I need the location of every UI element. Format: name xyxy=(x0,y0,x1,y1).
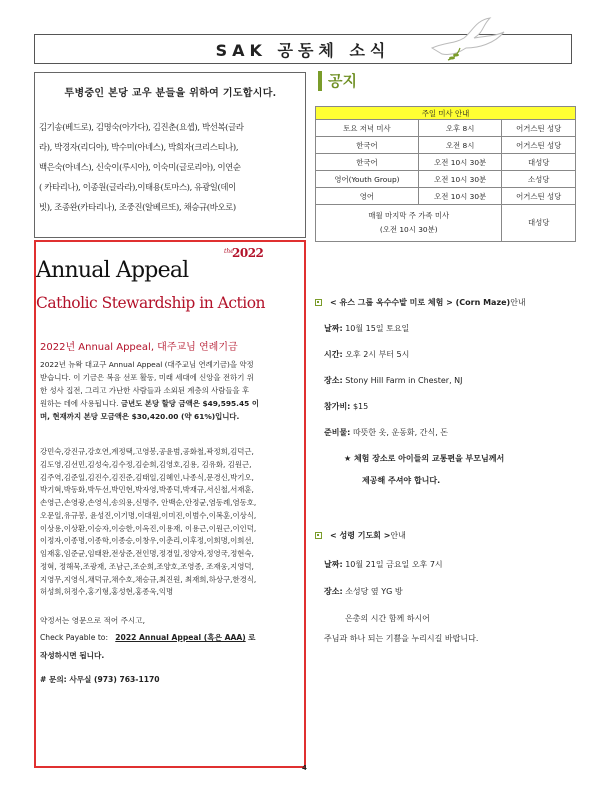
notice-accent-bar xyxy=(318,71,322,91)
appeal-goal-text: 금년도 본당 할당 금액은 $49,595.45 이 xyxy=(120,399,259,408)
table-row xyxy=(316,205,576,242)
banner-title: SAK 공동체 소식 xyxy=(215,40,391,60)
appeal-tagline: Catholic Stewardship in Action xyxy=(36,294,266,312)
check-payable-line xyxy=(40,632,255,643)
mass-name: 영어 xyxy=(316,188,419,205)
date-label: 날짜: xyxy=(324,560,343,569)
place-value: Stony Hill Farm in Chester, NJ xyxy=(345,376,463,385)
family-mass-time: (오전 10시 30분) xyxy=(379,225,438,234)
corn-maze-title: < 유스 그룹 옥수수밭 미로 체험 > (Corn Maze) xyxy=(330,298,511,307)
corn-fee xyxy=(324,401,368,412)
check-suffix: 로 xyxy=(248,633,256,642)
table-row xyxy=(316,120,576,137)
dove-icon xyxy=(424,14,508,64)
mass-time: 오전 10시 30분 xyxy=(418,188,502,205)
appeal-body-line: 한 성사 집전, 그리고 가난한 사람들과 소외된 계층의 사람들을 후 xyxy=(40,386,250,395)
prayer-names-line: ( 카타리나), 이종원(글라라),이태용(토마스), 유광일(데이 xyxy=(39,182,236,192)
transport-note-2: 제공해 주셔야 합니다. xyxy=(362,476,441,485)
items-label: 준비물: xyxy=(324,428,351,437)
table-row xyxy=(316,171,576,188)
check-payee: 2022 Annual Appeal (혹은 AAA) xyxy=(115,633,246,642)
appeal-body-line xyxy=(40,410,302,423)
table-row xyxy=(316,154,576,171)
table-caption-row xyxy=(316,107,576,120)
notice-heading xyxy=(318,70,357,91)
prayer-names-line: 라), 박경자(리디아), 박수미(아네스), 박희자(크리스티나), xyxy=(39,142,239,152)
family-mass-info xyxy=(316,205,502,242)
donor-line: 이상용,이상환,이승자,이승한,이옥진,이용재, 이용근,이원근,이인덕, xyxy=(40,523,257,533)
prayer-heading: 투병중인 본당 교우 분들을 위하여 기도합시다. xyxy=(64,88,277,99)
bullet-icon xyxy=(315,532,322,539)
donor-line: 박기혁,박동화,박두선,박민현,박자영,박종덕,박재규,서신철,서재훈, xyxy=(40,485,254,495)
table-row xyxy=(316,137,576,154)
donor-line: 손영근,손영광,손영식,송의용,신명주, 안백순,안정균,염동례,염동호, xyxy=(40,498,257,507)
appeal-body-line xyxy=(40,397,302,410)
prayer-place xyxy=(324,586,403,597)
place-value: 소성당 옆 YG 방 xyxy=(345,587,403,596)
page-number: 4 xyxy=(302,764,307,772)
prayer-meeting-suffix: 안내 xyxy=(390,531,406,540)
appeal-contact: # 문의: 사무실 (973) 763-1170 xyxy=(40,675,160,684)
mass-place: 어거스틴 성당 xyxy=(502,120,576,137)
mass-schedule-table xyxy=(315,106,576,242)
prayer-names xyxy=(39,117,302,217)
donor-line: 김주역,김준일,김진수,김진준,김태일,김혜인,나종식,문경신,박기오, xyxy=(40,472,254,482)
table-row xyxy=(316,188,576,205)
corn-time xyxy=(324,349,409,360)
donor-line: 김도영,김선민,김성숙,김수정,김순희,김영호,김용, 김유화, 김원근, xyxy=(40,459,252,469)
appeal-logo-year: 2022 xyxy=(232,246,264,260)
place-label: 장소: xyxy=(324,587,343,596)
mass-name: 토요 저녁 미사 xyxy=(316,120,419,137)
mass-name: 영어(Youth Group) xyxy=(316,171,419,188)
donor-line: 정혁, 정해묵,조광재, 조남근,조순희,조양호,조영종, 조재웅,지영덕, xyxy=(40,561,254,571)
time-value: 오후 2시 부터 5시 xyxy=(345,350,410,359)
mass-time: 오전 10시 30분 xyxy=(418,171,502,188)
appeal-body-text: 원하는 데에 사용됩니다. xyxy=(40,399,119,408)
prayer-invitation-2: 주님과 하나 되는 기쁨을 누리시길 바랍니다. xyxy=(324,634,479,643)
bullet-icon xyxy=(315,299,322,306)
notice-title: 공지 xyxy=(328,72,357,90)
check-label: Check Payable to: xyxy=(40,633,109,642)
prayer-date xyxy=(324,559,443,570)
place-label: 장소: xyxy=(324,376,343,385)
items-value: 따뜻한 옷, 운동화, 간식, 돈 xyxy=(352,428,449,437)
fee-value: $15 xyxy=(352,402,369,411)
family-mass-line: 매월 마지막 주 가족 미사 xyxy=(368,211,450,220)
appeal-logo: Annual Appeal xyxy=(36,258,189,283)
fee-label: 참가비: xyxy=(324,402,351,411)
prayer-invitation: 은총의 시간 함께 하시어 xyxy=(345,614,430,623)
date-value: 10월 15일 토요일 xyxy=(345,324,410,333)
mass-place: 어거스틴 성당 xyxy=(502,137,576,154)
donor-list xyxy=(40,446,302,599)
prayer-names-line: 빗), 조종완(카타리나), 조중진(알베르또), 채승규(바오로) xyxy=(39,202,236,212)
appeal-description xyxy=(40,358,302,423)
corn-maze-suffix: 안내 xyxy=(510,298,526,307)
appeal-body-line: 받습니다. 이 기금은 복음 선포 활동, 미래 세대에 신앙을 전하기 위 xyxy=(40,373,254,382)
donor-line: 임재홍,임준균,임태완,전상준,전인명,정경일,정양자,정영국,정현숙, xyxy=(40,549,254,558)
mass-place: 대성당 xyxy=(502,205,576,242)
donor-line: 허성희,허정수,홍기형,홍성현,홍종욱,익명 xyxy=(40,587,174,597)
mass-place: 어거스틴 성당 xyxy=(502,188,576,205)
appeal-logo-the: the xyxy=(224,248,234,255)
mass-place: 소성당 xyxy=(502,171,576,188)
prayer-names-line: 백은숙(아네스), 신숙이(루시아), 이숙미(글로리아), 이연순 xyxy=(39,162,241,172)
appeal-title: 2022년 Annual Appeal, 대주교님 연례기금 xyxy=(40,342,238,353)
appeal-body-line: 2022년 뉴왁 대교구 Annual Appeal (대주교님 연례기금)을 약정 xyxy=(40,360,254,369)
mass-time: 오전 10시 30분 xyxy=(418,154,502,171)
corn-maze-heading xyxy=(315,297,526,308)
table-caption: 주일 미사 안내 xyxy=(316,107,576,120)
date-value: 10월 21일 금요일 오후 7시 xyxy=(345,560,443,569)
time-label: 시간: xyxy=(324,350,343,359)
donor-line: 지영무,지영식,채덕규,채수호,채승규,최진원, 최재희,하상구,한경식, xyxy=(40,574,257,584)
corn-date xyxy=(324,323,409,334)
prayer-meeting-title: < 성령 기도회 > xyxy=(330,531,391,540)
prayer-meeting-heading xyxy=(315,530,406,541)
transport-note: ★ 체험 장소로 아이들의 교통편을 부모님께서 xyxy=(344,454,505,463)
prayer-request-box xyxy=(34,72,306,238)
prayer-names-line: 김기송(베드로), 김명숙(아가다), 김진춘(요셉), 박선복(글라 xyxy=(39,122,244,132)
donor-line: 오문일,유규봉, 윤성진,이기명,이대원,이미진,이범수,이복훈,이상식, xyxy=(40,510,257,520)
corn-items xyxy=(324,427,448,438)
pledge-note-2: 작성하시면 됩니다. xyxy=(40,651,105,660)
appeal-progress-text: 며, 현재까지 본당 모금액은 $30,420.00 (약 61%)입니다. xyxy=(40,412,240,421)
corn-place xyxy=(324,375,463,386)
donor-line: 이정자,이종명,이종학,이종승,이창우,이춘리,이후정,이희명,이희선, xyxy=(40,536,254,546)
mass-time: 오전 8시 xyxy=(418,137,502,154)
donor-line: 강민숙,강진규,강호연,계정택,고영봉,공윤범,공화철,곽정희,김덕근, xyxy=(40,447,254,456)
mass-name: 한국어 xyxy=(316,137,419,154)
mass-time: 오후 8시 xyxy=(418,120,502,137)
mass-name: 한국어 xyxy=(316,154,419,171)
mass-place: 대성당 xyxy=(502,154,576,171)
date-label: 날짜: xyxy=(324,324,343,333)
pledge-note: 약정서는 영문으로 적어 주시고, xyxy=(40,616,146,625)
